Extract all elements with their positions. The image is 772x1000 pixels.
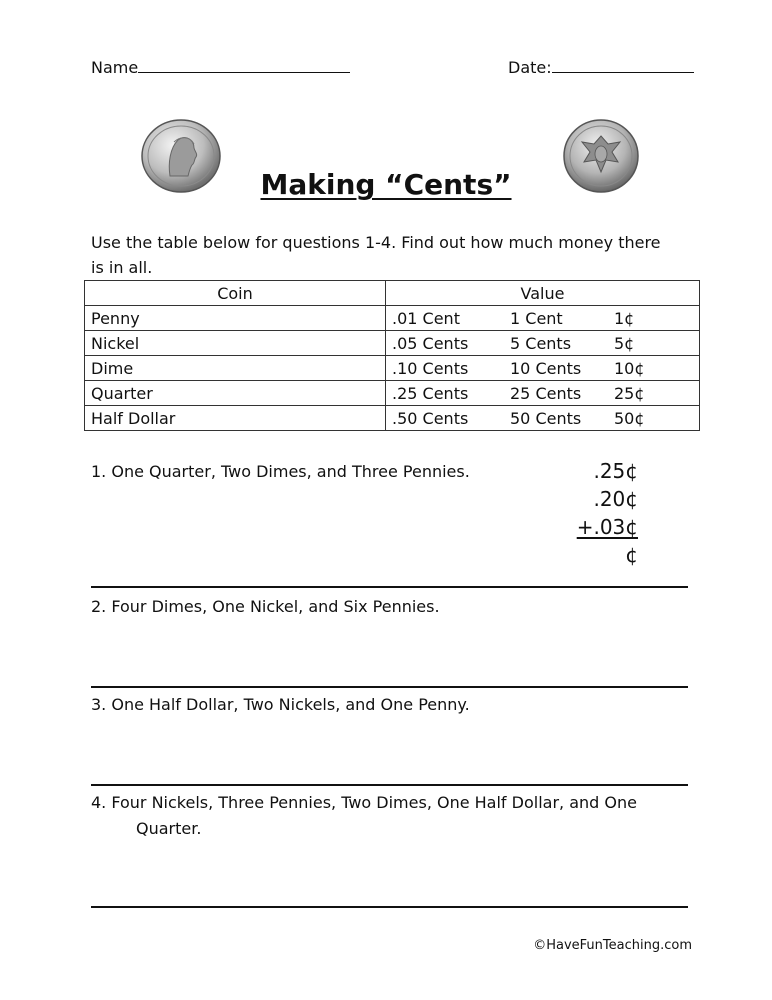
- instructions-line-2: is in all.: [91, 258, 153, 277]
- answer-line-2[interactable]: [91, 686, 688, 688]
- decimal-value: .05 Cents: [392, 334, 469, 353]
- name-label: Name: [91, 58, 139, 77]
- decimal-value: .10 Cents: [392, 359, 469, 378]
- cent-symbol-value: 10¢: [614, 359, 645, 378]
- sum-result[interactable]: ¢: [625, 543, 638, 567]
- table-row: [85, 406, 700, 431]
- value-cell: [386, 356, 700, 381]
- sum-addend-1: .25¢: [593, 459, 638, 483]
- date-label: Date:: [508, 58, 552, 77]
- value-cell: [386, 406, 700, 431]
- name-field[interactable]: [91, 58, 350, 78]
- instructions-line-1: Use the table below for questions 1-4. Find out how much money there: [91, 233, 661, 252]
- coin-cell: Penny: [85, 306, 386, 331]
- column-header-value: Value: [386, 281, 700, 306]
- answer-line-3[interactable]: [91, 784, 688, 786]
- question-1: 1. One Quarter, Two Dimes, and Three Pennies.: [91, 462, 470, 481]
- value-cell: [386, 331, 700, 356]
- cent-value: 50 Cents: [510, 409, 582, 428]
- answer-line-1[interactable]: [91, 586, 688, 588]
- question-2: 2. Four Dimes, One Nickel, and Six Pennies.: [91, 597, 440, 616]
- decimal-value: .25 Cents: [392, 384, 469, 403]
- name-blank[interactable]: [138, 58, 350, 73]
- date-field[interactable]: [508, 58, 694, 78]
- decimal-value: .50 Cents: [392, 409, 469, 428]
- question-3: 3. One Half Dollar, Two Nickels, and One Penny.: [91, 695, 470, 714]
- column-header-coin: Coin: [85, 281, 386, 306]
- decimal-value: .01 Cent: [392, 309, 460, 328]
- value-cell: [386, 306, 700, 331]
- coin-value-table: [84, 280, 700, 431]
- table-row: [85, 356, 700, 381]
- answer-line-4[interactable]: [91, 906, 688, 908]
- cent-symbol-value: 5¢: [614, 334, 635, 353]
- cent-value: 1 Cent: [510, 309, 563, 328]
- page-title: Making “Cents”: [260, 168, 512, 201]
- coin-cell: Nickel: [85, 331, 386, 356]
- cent-symbol-value: 25¢: [614, 384, 645, 403]
- table-header-row: [85, 281, 700, 306]
- coin-cell: Dime: [85, 356, 386, 381]
- question-4: 4. Four Nickels, Three Pennies, Two Dimes, One Half Dollar, and One: [91, 793, 637, 812]
- cent-symbol-value: 50¢: [614, 409, 645, 428]
- copyright-footer: ©HaveFunTeaching.com: [533, 938, 692, 953]
- cent-value: 10 Cents: [510, 359, 582, 378]
- question-4-continued: Quarter.: [136, 819, 202, 838]
- cent-value: 25 Cents: [510, 384, 582, 403]
- cent-value: 5 Cents: [510, 334, 572, 353]
- date-blank[interactable]: [552, 58, 694, 73]
- coin-cell: Half Dollar: [85, 406, 386, 431]
- table-row: [85, 331, 700, 356]
- table-row: [85, 381, 700, 406]
- cent-symbol-value: 1¢: [614, 309, 635, 328]
- table-row: [85, 306, 700, 331]
- sum-addend-3: +.03¢: [576, 515, 638, 539]
- coin-cell: Quarter: [85, 381, 386, 406]
- value-cell: [386, 381, 700, 406]
- sum-addend-2: .20¢: [593, 487, 638, 511]
